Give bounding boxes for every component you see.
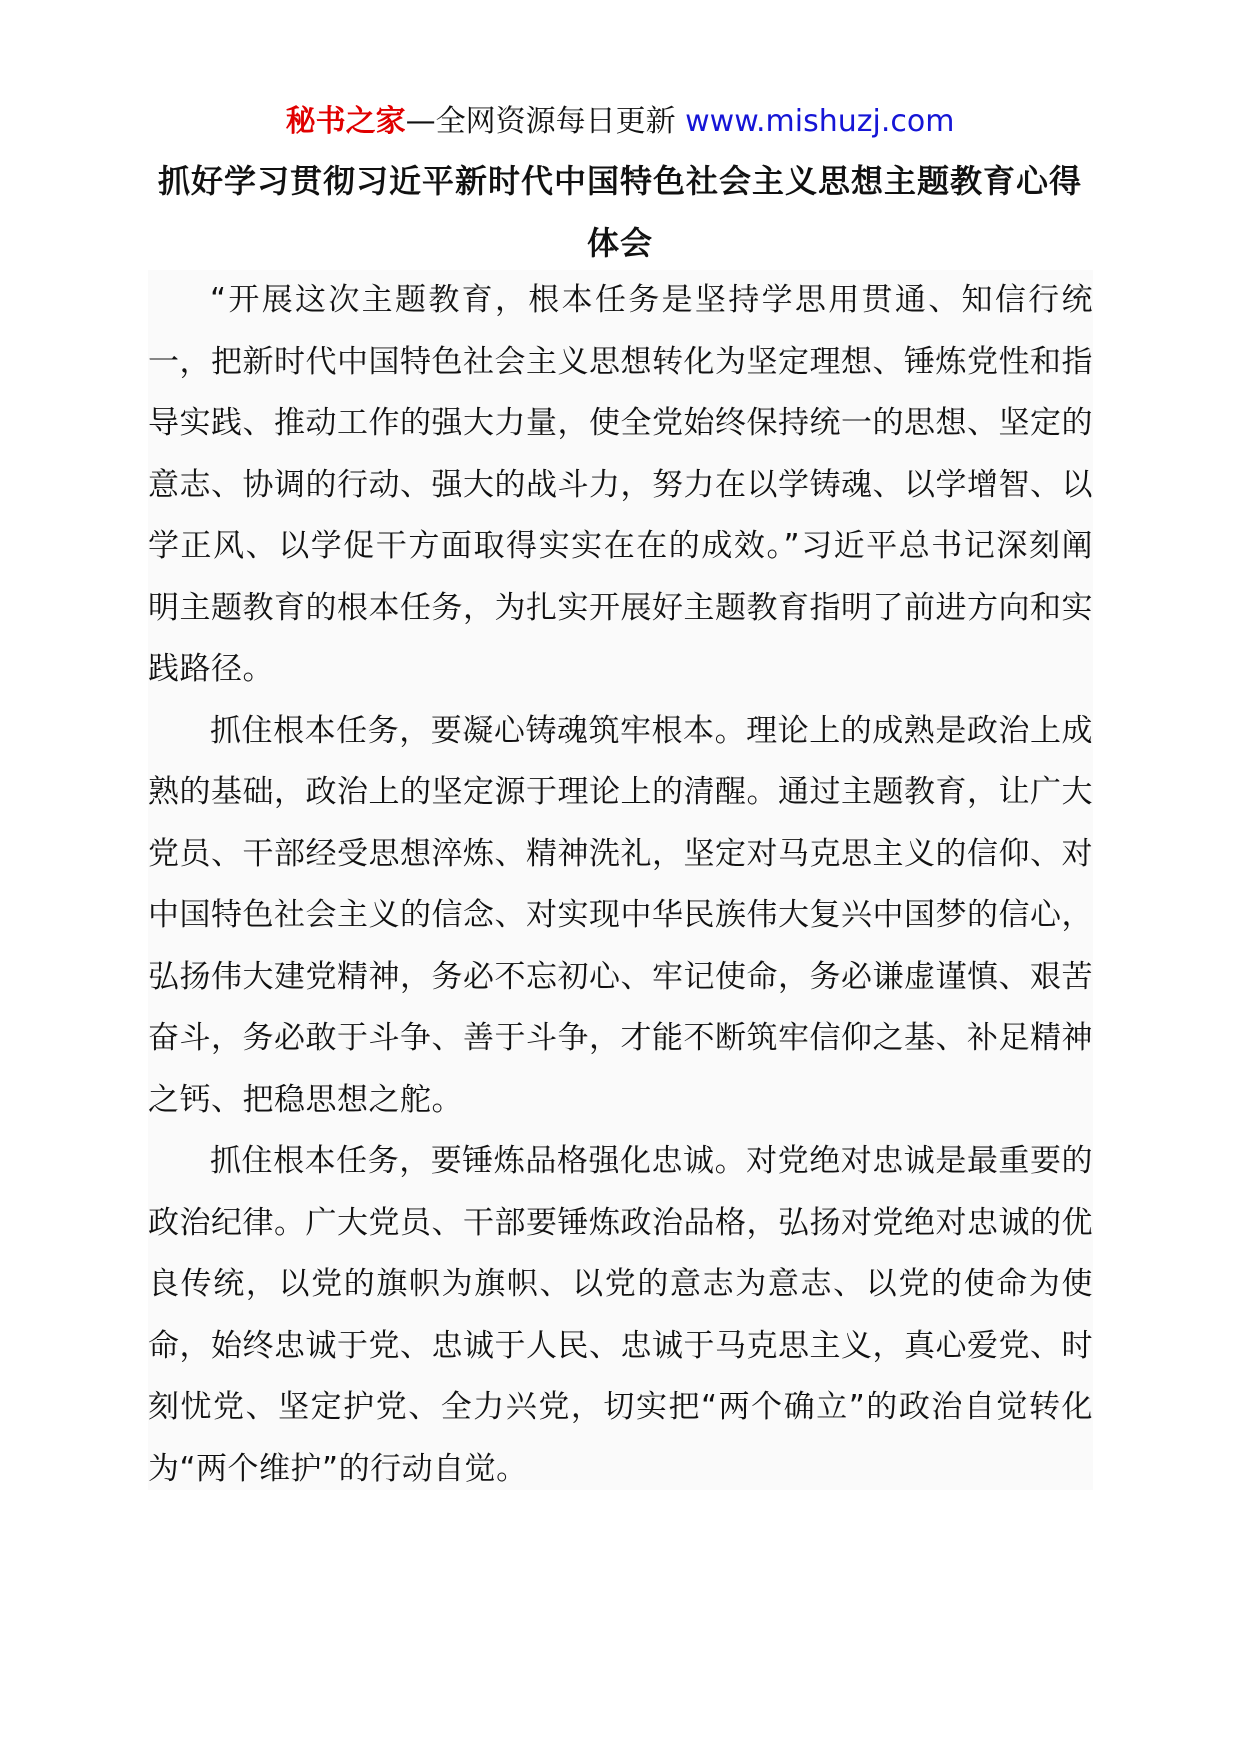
site-header (0, 100, 1240, 144)
paragraph-3: 抓住根本任务，要锤炼品格强化忠诚。对党绝对忠诚是最重要的政治纪律。广大党员、干部要锤炼政治品格，弘扬对党绝对忠诚的优良传统，以党的旗帜为旗帜、以党的意志为意志、以党的使命为使命，始终忠诚于党、忠诚于人民、忠诚于马克思主义，真心爱党、时刻忧党、坚定护党、全力兴党，切实把“两个确立”的政治自觉转化为“两个维护”的行动自觉。 (148, 1143, 1093, 1487)
document-title: 抓好学习贯彻习近平新时代中国特色社会主义思想主题教育心得体会 (157, 162, 1082, 262)
paragraph-1: “开展这次主题教育，根本任务是坚持学思用贯通、知信行统一，把新时代中国特色社会主义思想转化为坚定理想、锤炼党性和指导实践、推动工作的强大力量，使全党始终保持统一的思想、坚定的意志、协调的行动、强大的战斗力，努力在以学铸魂、以学增智、以学正风、以学促干方面取得实实在在的成效。”习近平总书记深刻阐明主题教育的根本任务，为扎实开展好主题教育指明了前进方向和实践路径。 (148, 282, 1093, 687)
brand-name: 秘书之家 (285, 104, 406, 139)
document-body (148, 270, 1093, 1490)
site-url-link[interactable]: www.mishuzj.com (685, 104, 955, 139)
paragraph-2: 抓住根本任务，要凝心铸魂筑牢根本。理论上的成熟是政治上成熟的基础，政治上的坚定源于理论上的清醒。通过主题教育，让广大党员、干部经受思想淬炼、精神洗礼，坚定对马克思主义的信仰、对中国特色社会主义的信念、对实现中华民族伟大复兴中国梦的信心，弘扬伟大建党精神，务必不忘初心、牢记使命，务必谦虚谨慎、艰苦奋斗，务必敢于斗争、善于斗争，才能不断筑牢信仰之基、补足精神之钙、把稳思想之舵。 (148, 712, 1093, 1118)
site-slogan: —全网资源每日更新 (405, 104, 686, 139)
